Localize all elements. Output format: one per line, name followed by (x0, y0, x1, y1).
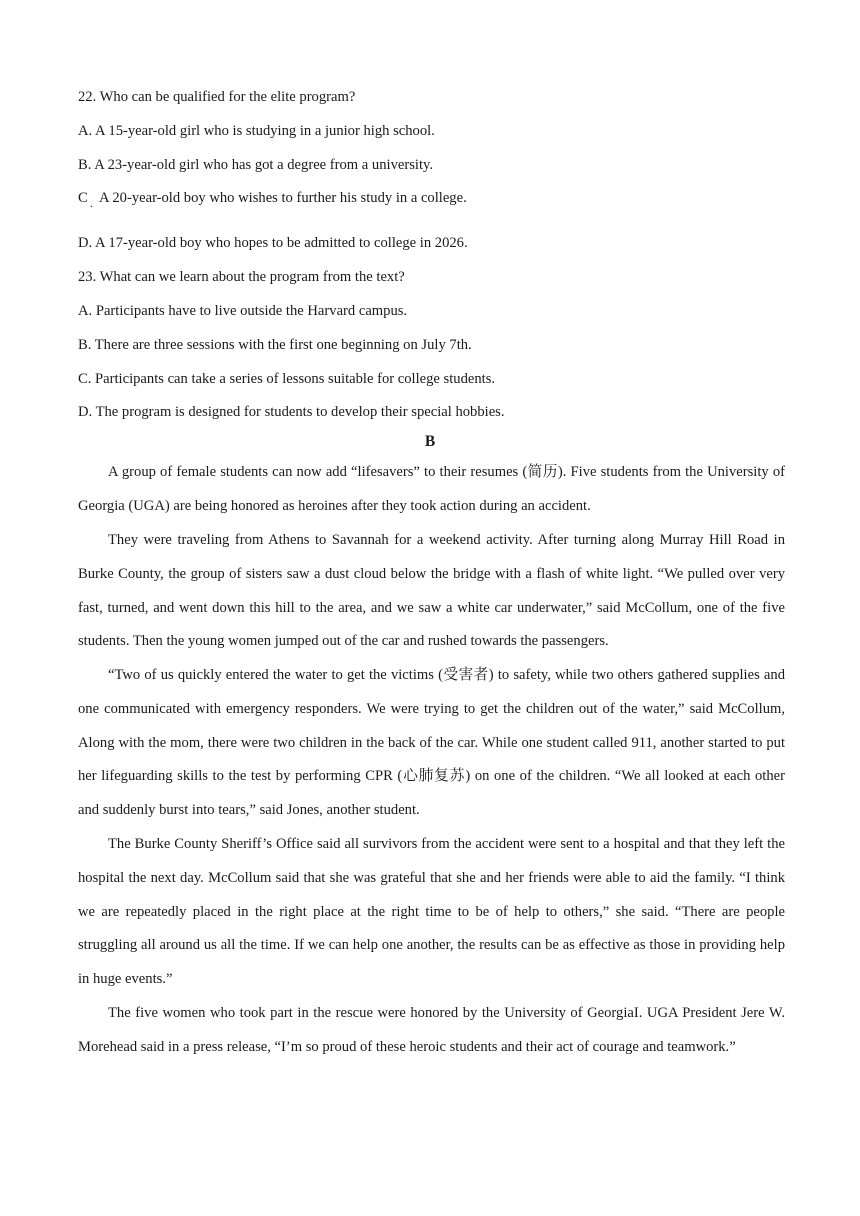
option-c-text: A 20-year-old boy who wishes to further his study in a college. (99, 190, 467, 206)
passage-paragraph-1: A group of female students can now add “lifesavers” to their resumes (简历). Five students from the University of Georgia (UGA) are being honored as heroines after they took action during an accident. (78, 464, 785, 514)
passage-paragraph-5: The five women who took part in the rescue were honored by the University of GeorgiaI. UGA President Jere W. Morehead said in a press release, “I’m so proud of these heroic students and their act of courage and teamwork.” (78, 1005, 785, 1055)
question-23-option-a: A. Participants have to live outside the Harvard campus. (78, 303, 408, 319)
question-23-stem: 23. What can we learn about the program from the text? (78, 269, 405, 285)
question-22-stem: 22. Who can be qualified for the elite program? (78, 89, 356, 105)
question-23-option-d: D. The program is designed for students to develop their special hobbies. (78, 404, 505, 420)
question-23-option-b: B. There are three sessions with the first one beginning on July 7th. (78, 337, 472, 353)
question-23-option-c: C. Participants can take a series of lessons suitable for college students. (78, 371, 496, 387)
question-22-option-b: B. A 23-year-old girl who has got a degree from a university. (78, 157, 434, 173)
passage-paragraph-2: They were traveling from Athens to Savannah for a weekend activity. After turning along Murray Hill Road in Burke County, the group of sisters saw a dust cloud below the bridge with a flash of white light. “We pulled over very fast, turned, and went down this hill to the area, and we saw a white car underwater,” said McCollum, one of the five students. Then the young women jumped out of the car and rushed towards the passengers. (78, 532, 785, 650)
option-c-letter: C . (78, 190, 93, 210)
question-22-option-a: A. A 15-year-old girl who is studying in a junior high school. (78, 123, 435, 139)
section-title: B (424, 433, 436, 450)
question-22-option-d: D. A 17-year-old boy who hopes to be admitted to college in 2026. (78, 235, 468, 251)
passage-paragraph-3: “Two of us quickly entered the water to get the victims (受害者) to safety, while two others gathered supplies and one communicated with emergency responders. We were trying to get the children out of the water,” said McCollum, Along with the mom, there were two children in the back of the car. While one student called 911, another started to put her lifeguarding skills to the test by performing CPR (心肺复苏) on one of the children. “We all looked at each other and suddenly burst into tears,” said Jones, another student. (78, 667, 785, 819)
option-c-mark: . (90, 196, 93, 210)
question-22-option-c (78, 188, 467, 208)
passage-paragraph-4: The Burke County Sheriff’s Office said all survivors from the accident were sent to a hospital and that they left the hospital the next day. McCollum said that she was grateful that she and her friends were able to aid the family. “I think we are repeatedly placed in the right place at the right time to be of help to others,” she said. “There are people struggling all around us all the time. If we can help one another, the results can be as effective as those in providing help in huge events.” (78, 836, 785, 988)
